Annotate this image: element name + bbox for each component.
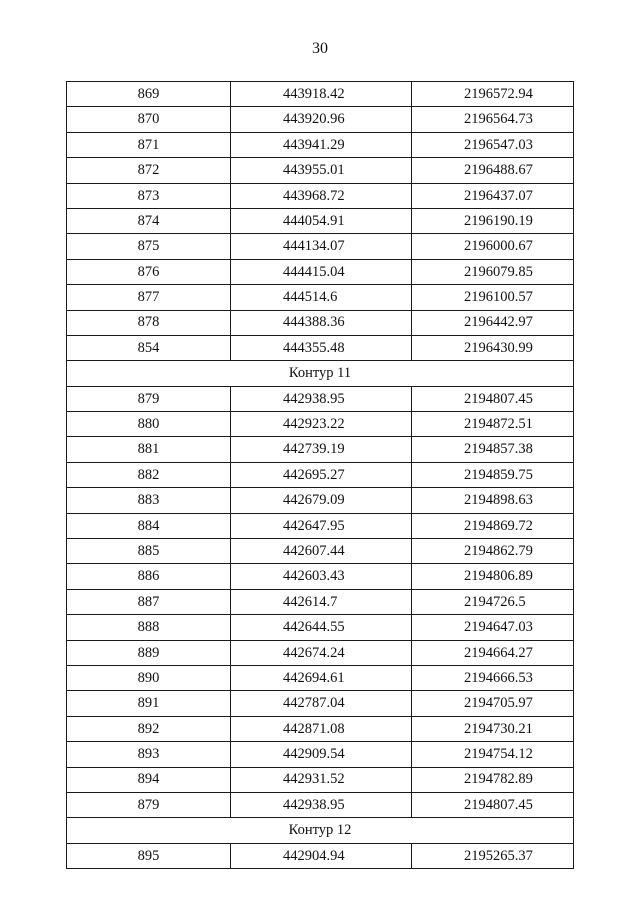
y-coordinate-cell: 2194807.45	[412, 386, 574, 411]
x-coordinate-cell: 442679.09	[231, 488, 412, 513]
coordinates-table	[66, 81, 574, 869]
x-coordinate-cell: 443955.01	[231, 158, 412, 183]
table-row	[67, 132, 574, 157]
y-coordinate-cell: 2196564.73	[412, 107, 574, 132]
table-row	[67, 183, 574, 208]
point-number-cell: 879	[67, 386, 231, 411]
point-number-cell: 881	[67, 437, 231, 462]
table-row	[67, 564, 574, 589]
table-row	[67, 158, 574, 183]
point-number-cell: 886	[67, 564, 231, 589]
y-coordinate-cell: 2194705.97	[412, 691, 574, 716]
x-coordinate-cell: 444415.04	[231, 259, 412, 284]
table-row	[67, 208, 574, 233]
point-number-cell: 894	[67, 767, 231, 792]
y-coordinate-cell: 2196079.85	[412, 259, 574, 284]
table-row	[67, 82, 574, 107]
table-row	[67, 285, 574, 310]
point-number-cell: 879	[67, 792, 231, 817]
table-row	[67, 335, 574, 360]
x-coordinate-cell: 442695.27	[231, 462, 412, 487]
x-coordinate-cell: 442938.95	[231, 792, 412, 817]
table-row	[67, 691, 574, 716]
y-coordinate-cell: 2194754.12	[412, 742, 574, 767]
x-coordinate-cell: 442644.55	[231, 615, 412, 640]
y-coordinate-cell: 2194872.51	[412, 412, 574, 437]
y-coordinate-cell: 2194664.27	[412, 640, 574, 665]
y-coordinate-cell: 2196190.19	[412, 208, 574, 233]
x-coordinate-cell: 442923.22	[231, 412, 412, 437]
y-coordinate-cell: 2196100.57	[412, 285, 574, 310]
y-coordinate-cell: 2194807.45	[412, 792, 574, 817]
point-number-cell: 876	[67, 259, 231, 284]
point-number-cell: 869	[67, 82, 231, 107]
y-coordinate-cell: 2194859.75	[412, 462, 574, 487]
point-number-cell: 890	[67, 665, 231, 690]
y-coordinate-cell: 2194782.89	[412, 767, 574, 792]
x-coordinate-cell: 443918.42	[231, 82, 412, 107]
y-coordinate-cell: 2196442.97	[412, 310, 574, 335]
table-row	[67, 539, 574, 564]
section-header-row	[67, 818, 574, 843]
x-coordinate-cell: 442904.94	[231, 843, 412, 868]
table-row	[67, 259, 574, 284]
x-coordinate-cell: 444134.07	[231, 234, 412, 259]
table-row	[67, 107, 574, 132]
x-coordinate-cell: 444355.48	[231, 335, 412, 360]
point-number-cell: 885	[67, 539, 231, 564]
x-coordinate-cell: 442647.95	[231, 513, 412, 538]
y-coordinate-cell: 2196547.03	[412, 132, 574, 157]
y-coordinate-cell: 2196000.67	[412, 234, 574, 259]
y-coordinate-cell: 2196437.07	[412, 183, 574, 208]
point-number-cell: 888	[67, 615, 231, 640]
page-number: 30	[312, 40, 328, 57]
point-number-cell: 874	[67, 208, 231, 233]
table-row	[67, 716, 574, 741]
y-coordinate-cell: 2196430.99	[412, 335, 574, 360]
section-label: Контур 11	[67, 361, 574, 386]
point-number-cell: 892	[67, 716, 231, 741]
coordinates-table-body	[67, 82, 574, 869]
y-coordinate-cell: 2194898.63	[412, 488, 574, 513]
table-row	[67, 665, 574, 690]
point-number-cell: 872	[67, 158, 231, 183]
table-row	[67, 767, 574, 792]
y-coordinate-cell: 2196572.94	[412, 82, 574, 107]
table-row	[67, 310, 574, 335]
x-coordinate-cell: 442871.08	[231, 716, 412, 741]
x-coordinate-cell: 442607.44	[231, 539, 412, 564]
table-row	[67, 589, 574, 614]
x-coordinate-cell: 444514.6	[231, 285, 412, 310]
section-label: Контур 12	[67, 818, 574, 843]
y-coordinate-cell: 2196488.67	[412, 158, 574, 183]
point-number-cell: 873	[67, 183, 231, 208]
table-row	[67, 437, 574, 462]
point-number-cell: 877	[67, 285, 231, 310]
point-number-cell: 895	[67, 843, 231, 868]
point-number-cell: 880	[67, 412, 231, 437]
point-number-cell: 887	[67, 589, 231, 614]
x-coordinate-cell: 444054.91	[231, 208, 412, 233]
y-coordinate-cell: 2194666.53	[412, 665, 574, 690]
table-row	[67, 792, 574, 817]
point-number-cell: 871	[67, 132, 231, 157]
y-coordinate-cell: 2195265.37	[412, 843, 574, 868]
point-number-cell: 870	[67, 107, 231, 132]
x-coordinate-cell: 442739.19	[231, 437, 412, 462]
point-number-cell: 875	[67, 234, 231, 259]
table-row	[67, 843, 574, 868]
y-coordinate-cell: 2194726.5	[412, 589, 574, 614]
table-row	[67, 513, 574, 538]
point-number-cell: 882	[67, 462, 231, 487]
y-coordinate-cell: 2194806.89	[412, 564, 574, 589]
y-coordinate-cell: 2194869.72	[412, 513, 574, 538]
x-coordinate-cell: 442674.24	[231, 640, 412, 665]
x-coordinate-cell: 442938.95	[231, 386, 412, 411]
y-coordinate-cell: 2194647.03	[412, 615, 574, 640]
table-row	[67, 386, 574, 411]
x-coordinate-cell: 442614.7	[231, 589, 412, 614]
table-row	[67, 488, 574, 513]
y-coordinate-cell: 2194862.79	[412, 539, 574, 564]
y-coordinate-cell: 2194730.21	[412, 716, 574, 741]
x-coordinate-cell: 442694.61	[231, 665, 412, 690]
point-number-cell: 883	[67, 488, 231, 513]
point-number-cell: 893	[67, 742, 231, 767]
table-row	[67, 615, 574, 640]
table-row	[67, 462, 574, 487]
point-number-cell: 889	[67, 640, 231, 665]
point-number-cell: 891	[67, 691, 231, 716]
x-coordinate-cell: 442603.43	[231, 564, 412, 589]
table-row	[67, 234, 574, 259]
x-coordinate-cell: 444388.36	[231, 310, 412, 335]
x-coordinate-cell: 443968.72	[231, 183, 412, 208]
x-coordinate-cell: 442909.54	[231, 742, 412, 767]
x-coordinate-cell: 442931.52	[231, 767, 412, 792]
point-number-cell: 878	[67, 310, 231, 335]
table-row	[67, 412, 574, 437]
y-coordinate-cell: 2194857.38	[412, 437, 574, 462]
x-coordinate-cell: 443920.96	[231, 107, 412, 132]
x-coordinate-cell: 442787.04	[231, 691, 412, 716]
table-row	[67, 640, 574, 665]
section-header-row	[67, 361, 574, 386]
x-coordinate-cell: 443941.29	[231, 132, 412, 157]
table-row	[67, 742, 574, 767]
point-number-cell: 884	[67, 513, 231, 538]
point-number-cell: 854	[67, 335, 231, 360]
